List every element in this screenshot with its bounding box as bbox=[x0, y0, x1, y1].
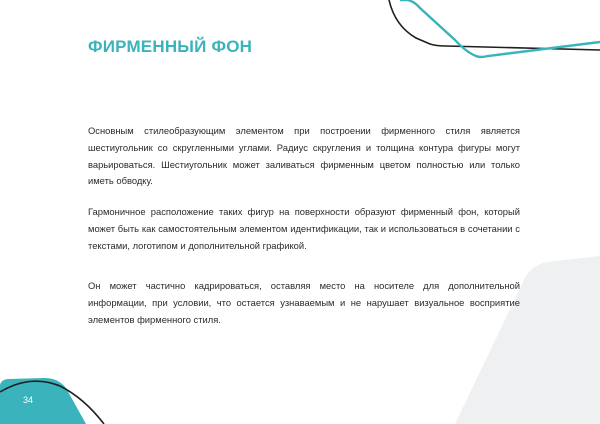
paragraph-cropping-rules: Он может частично кадрироваться, оставляя место на носителе для дополнительной информации, при условии, что остается узнаваемым и не нарушает визуальное восприятие элементов фирменного стиля. bbox=[88, 280, 520, 325]
page-number: 34 bbox=[23, 395, 34, 405]
page-title: ФИРМЕННЫЙ ФОН bbox=[88, 37, 253, 56]
paragraph-brand-background: Гармоничное расположение таких фигур на поверхности образуют фирменный фон, который может быть как самостоятельным элементом идентификации, так и использоваться в сочетании с текстами, логотипом и дополнительной графикой. bbox=[88, 206, 520, 251]
paragraph-hexagon-description: Основным стилеобразующим элементом при построении фирменного стиля является шестиугольник со скругленными углами. Радиус скругления и толщина контура фигуры могут варьироваться. Шестиугольник может заливаться фирменным цветом полностью или только иметь обводку. bbox=[88, 125, 520, 187]
